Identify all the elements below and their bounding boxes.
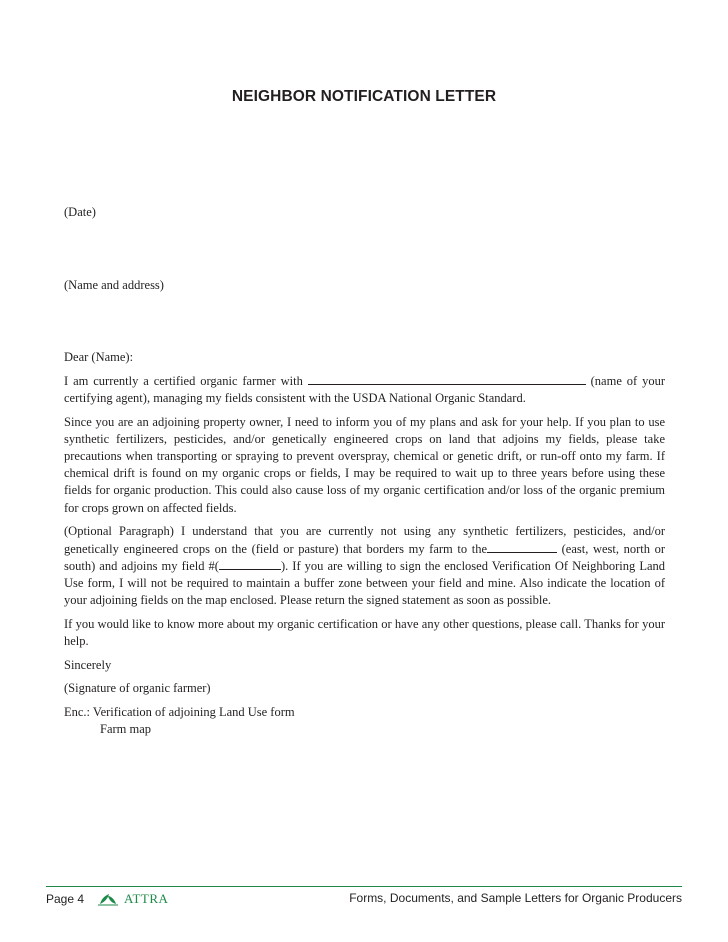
page-number: Page 4 xyxy=(46,892,85,906)
letter-body xyxy=(64,349,665,745)
certifying-agent-blank xyxy=(308,373,586,385)
enclosures xyxy=(64,704,665,738)
paragraph-request: Since you are an adjoining property owner, I need to inform you of my plans and ask for your help. If you plan to use synthetic fertilizers, pesticides, and/or genetically engineered crops on land that adjoins my fields, please take precautions when transporting or spraying to prevent overspray, chemical or genetic drift, or run-off onto my farm. If chemical drift is found on my organic crops or fields, I may be required to wait up to three years before using these fields for organic production. This could also cause loss of my organic certification and/or loss of the organic premium for crops grown on affected fields. xyxy=(64,414,665,515)
date-placeholder: (Date) xyxy=(64,205,96,219)
paragraph-text: ). If you are willing to sign the enclosed Verification Of Neighboring Land Use form, I will not be required to maintain a buffer zone between your field and mine. Also indicate the location of your adjoining fields on the map enclosed. Please return the signed statement as soon as possible. xyxy=(64,558,665,608)
page-title: NEIGHBOR NOTIFICATION LETTER xyxy=(231,88,497,105)
direction-blank xyxy=(487,541,557,553)
name-address-placeholder: (Name and address) xyxy=(64,278,164,292)
brand-name: ATTRA xyxy=(124,891,169,906)
leaf-logo-icon xyxy=(98,892,118,906)
paragraph-text: (east, west, north or south) and adjoins my field #( xyxy=(64,541,666,573)
paragraph-optional xyxy=(64,523,665,609)
footer-left xyxy=(46,891,168,907)
enclosure-item: Farm map xyxy=(100,722,152,737)
paragraph-contact: If you would like to know more about my organic certification or have any other questions, please call. Thanks for your help. xyxy=(64,616,665,649)
publication-title: Forms, Documents, and Sample Letters for Organic Producers xyxy=(349,891,682,905)
signature-placeholder: (Signature of organic farmer) xyxy=(64,681,211,696)
footer-divider xyxy=(46,886,682,887)
paragraph-certifying-agent xyxy=(64,373,665,407)
paragraph-text: (name of your certifying agent), managing my fields consistent with the USDA National Organic Standard. xyxy=(64,373,665,405)
closing: Sincerely xyxy=(64,657,112,672)
paragraph-text: (Optional Paragraph) I understand that you are currently not using any synthetic fertilizers, pesticides, and/or genetically engineered crops on the (field or pasture) that borders my farm to the xyxy=(64,524,665,556)
field-number-blank xyxy=(219,558,281,570)
paragraph-text: I am currently a certified organic farmer with xyxy=(64,373,303,388)
enclosure-item: Enc.: Verification of adjoining Land Use form xyxy=(64,705,295,720)
salutation: Dear (Name): xyxy=(64,350,134,364)
